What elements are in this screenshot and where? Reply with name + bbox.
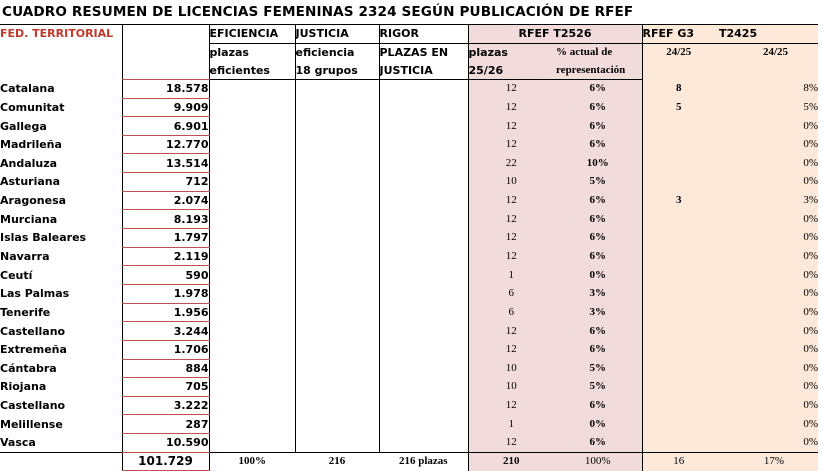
territory-name: Madrileña <box>0 138 62 152</box>
territory-name: Las Palmas <box>0 287 70 301</box>
totals-row <box>0 452 818 471</box>
justicia-cell <box>295 79 379 98</box>
justicia-cell <box>295 415 379 434</box>
table-row <box>0 284 818 303</box>
justicia-cell <box>295 117 379 136</box>
licencias-value: 18.578 <box>122 79 209 98</box>
g3-value <box>642 135 715 154</box>
rigor-cell <box>379 284 468 303</box>
plazas-2526-line1: plazas <box>468 43 554 61</box>
plazas-value: 12 <box>468 247 554 266</box>
eficiencia-cell <box>209 154 295 173</box>
plazas-value: 10 <box>468 378 554 397</box>
totals-label <box>0 452 122 471</box>
pct-value: 6% <box>554 135 642 154</box>
t2425-value: 5% <box>715 98 818 117</box>
total-t2425: 17% <box>715 452 818 471</box>
g3-value <box>642 229 715 248</box>
t2425-value: 0% <box>715 415 818 434</box>
pct-value: 3% <box>554 284 642 303</box>
rfef-g3-header: RFEF G3 <box>642 25 715 43</box>
data-rows <box>0 79 818 452</box>
total-eficiencia: 100% <box>209 452 295 471</box>
territory-name: Extremeña <box>0 343 67 357</box>
justicia-cell <box>295 154 379 173</box>
total-licencias: 101.729 <box>122 452 209 471</box>
rigor-cell <box>379 322 468 341</box>
plazas-2526-line2: 25/26 <box>468 61 554 79</box>
t2425-value: 0% <box>715 247 818 266</box>
table-row <box>0 266 818 285</box>
plazas-value: 12 <box>468 322 554 341</box>
eficiencia-cell <box>209 247 295 266</box>
eficiencia-cell <box>209 415 295 434</box>
t2425-blank <box>715 61 818 79</box>
table-row <box>0 247 818 266</box>
g3-subheader: 24/25 <box>642 43 715 61</box>
pct-value: 6% <box>554 434 642 453</box>
table-row <box>0 229 818 248</box>
t2425-value: 0% <box>715 210 818 229</box>
table-row <box>0 117 818 136</box>
pct-value: 6% <box>554 79 642 98</box>
territory-name: Vasca <box>0 436 36 450</box>
territory-name: Comunitat <box>0 100 65 114</box>
pct-value: 5% <box>554 378 642 397</box>
rigor-cell <box>379 229 468 248</box>
g3-value <box>642 266 715 285</box>
licencias-value: 10.590 <box>122 434 209 453</box>
justicia-cell <box>295 359 379 378</box>
t2425-value: 0% <box>715 396 818 415</box>
licencias-value: 705 <box>122 378 209 397</box>
eficiencia-cell <box>209 191 295 210</box>
licencias-value: 3.222 <box>122 396 209 415</box>
table-row <box>0 191 818 210</box>
licencias-table <box>0 25 818 471</box>
plazas-eficientes-line1: plazas <box>209 43 295 61</box>
total-g3: 16 <box>642 452 715 471</box>
territory-name: Castellano <box>0 399 66 413</box>
eficiencia-header: EFICIENCIA <box>209 25 295 43</box>
justicia-cell <box>295 191 379 210</box>
eficiencia-cell <box>209 117 295 136</box>
licencias-value: 2.074 <box>122 191 209 210</box>
table-row <box>0 98 818 117</box>
t2425-value: 0% <box>715 303 818 322</box>
eficiencia-cell <box>209 98 295 117</box>
t2425-value: 0% <box>715 434 818 453</box>
justicia-cell <box>295 378 379 397</box>
licencias-value: 1.706 <box>122 340 209 359</box>
territory-name: Murciana <box>0 212 58 226</box>
g3-value <box>642 359 715 378</box>
eficiencia-cell <box>209 378 295 397</box>
g3-value: 8 <box>642 79 715 98</box>
plazas-value: 22 <box>468 154 554 173</box>
t2425-value: 0% <box>715 340 818 359</box>
g3-value <box>642 303 715 322</box>
table-row <box>0 154 818 173</box>
g3-value <box>642 340 715 359</box>
eficiencia-cell <box>209 173 295 192</box>
table-row <box>0 303 818 322</box>
t2425-value: 0% <box>715 322 818 341</box>
plazas-value: 12 <box>468 191 554 210</box>
territory-name: Riojana <box>0 380 47 394</box>
pct-actual-line1: % actual de <box>554 43 642 61</box>
pct-value: 3% <box>554 303 642 322</box>
eficiencia-cell <box>209 135 295 154</box>
pct-value: 6% <box>554 247 642 266</box>
eficiencia-18-line1: eficiencia <box>295 43 379 61</box>
table-row <box>0 378 818 397</box>
plazas-value: 12 <box>468 135 554 154</box>
eficiencia-cell <box>209 303 295 322</box>
territory-name: Gallega <box>0 119 47 133</box>
licencias-value: 1.797 <box>122 229 209 248</box>
territory-name: Melillense <box>0 417 63 431</box>
rigor-cell <box>379 247 468 266</box>
territory-name: Aragonesa <box>0 194 67 208</box>
pct-value: 6% <box>554 191 642 210</box>
pct-value: 10% <box>554 154 642 173</box>
t2425-value: 0% <box>715 135 818 154</box>
rigor-cell <box>379 79 468 98</box>
plazas-en-line1: PLAZAS EN <box>379 45 449 59</box>
plazas-value: 12 <box>468 117 554 136</box>
table-row <box>0 210 818 229</box>
licencias-value: 12.770 <box>122 135 209 154</box>
pct-value: 5% <box>554 173 642 192</box>
table-row <box>0 415 818 434</box>
table-row <box>0 322 818 341</box>
table-row <box>0 340 818 359</box>
t2425-value: 0% <box>715 154 818 173</box>
justicia-cell <box>295 340 379 359</box>
pct-value: 6% <box>554 396 642 415</box>
pct-actual-line2: representación <box>554 61 642 79</box>
t2425-value: 0% <box>715 266 818 285</box>
table-row <box>0 359 818 378</box>
table-row <box>0 434 818 453</box>
pct-value: 6% <box>554 340 642 359</box>
g3-value <box>642 284 715 303</box>
justicia-cell <box>295 98 379 117</box>
rigor-header: RIGOR <box>379 25 468 43</box>
t2425-value: 0% <box>715 173 818 192</box>
justicia-cell <box>295 135 379 154</box>
table-row <box>0 79 818 98</box>
t2425-value: 0% <box>715 284 818 303</box>
eficiencia-cell <box>209 434 295 453</box>
eficiencia-cell <box>209 340 295 359</box>
licencias-value: 1.956 <box>122 303 209 322</box>
rigor-cell <box>379 154 468 173</box>
plazas-value: 10 <box>468 359 554 378</box>
justicia-cell <box>295 210 379 229</box>
plazas-value: 6 <box>468 284 554 303</box>
eficiencia-cell <box>209 229 295 248</box>
g3-value <box>642 247 715 266</box>
territory-name: Cántabra <box>0 361 57 375</box>
plazas-value: 6 <box>468 303 554 322</box>
rigor-cell <box>379 415 468 434</box>
rigor-cell <box>379 117 468 136</box>
g3-value <box>642 173 715 192</box>
rigor-cell <box>379 434 468 453</box>
justicia-cell <box>295 303 379 322</box>
header-row-1 <box>0 25 818 43</box>
justicia-cell <box>295 396 379 415</box>
eficiencia-cell <box>209 396 295 415</box>
g3-value <box>642 117 715 136</box>
territory-name: Andaluza <box>0 156 58 170</box>
licencias-value: 2.119 <box>122 247 209 266</box>
pct-value: 5% <box>554 359 642 378</box>
licencias-value: 3.244 <box>122 322 209 341</box>
licencias-value: 884 <box>122 359 209 378</box>
licencias-value: 1.978 <box>122 284 209 303</box>
sheet-title: CUADRO RESUMEN DE LICENCIAS FEMENINAS 2324 SEGÚN PUBLICACIÓN DE RFEF <box>2 4 634 20</box>
table-row <box>0 173 818 192</box>
territory-name: Asturiana <box>0 175 61 189</box>
plazas-value: 12 <box>468 210 554 229</box>
rigor-cell <box>379 98 468 117</box>
pct-value: 0% <box>554 415 642 434</box>
justicia-cell <box>295 173 379 192</box>
plazas-value: 1 <box>468 266 554 285</box>
t2425-value: 0% <box>715 378 818 397</box>
justicia-cell <box>295 284 379 303</box>
plazas-value: 12 <box>468 98 554 117</box>
justicia-cell <box>295 229 379 248</box>
rigor-cell <box>379 303 468 322</box>
eficiencia-cell <box>209 210 295 229</box>
justicia-header: JUSTICIA <box>295 25 379 43</box>
territory-name: Catalana <box>0 82 55 96</box>
eficiencia-cell <box>209 322 295 341</box>
eficiencia-18-line2: 18 grupos <box>295 61 379 79</box>
total-plazas: 210 <box>468 452 554 471</box>
territory-name: Castellano <box>0 324 66 338</box>
eficiencia-cell <box>209 284 295 303</box>
pct-value: 6% <box>554 117 642 136</box>
justicia-cell <box>295 247 379 266</box>
territory-name: Navarra <box>0 250 50 263</box>
plazas-value: 12 <box>468 79 554 98</box>
table-row <box>0 396 818 415</box>
g3-value: 5 <box>642 98 715 117</box>
g3-value <box>642 415 715 434</box>
plazas-value: 12 <box>468 396 554 415</box>
licencias-value: 8.193 <box>122 210 209 229</box>
g3-value <box>642 322 715 341</box>
plazas-value: 12 <box>468 434 554 453</box>
pct-value: 0% <box>554 266 642 285</box>
justicia-cell <box>295 322 379 341</box>
plazas-value: 1 <box>468 415 554 434</box>
pct-value: 6% <box>554 210 642 229</box>
pct-value: 6% <box>554 98 642 117</box>
t2425-value: 0% <box>715 117 818 136</box>
pct-value: 6% <box>554 322 642 341</box>
licencias-value: 712 <box>122 173 209 192</box>
g3-blank <box>642 61 715 79</box>
g3-value <box>642 154 715 173</box>
licencias-value: 13.514 <box>122 154 209 173</box>
territory-name: Tenerife <box>0 305 51 319</box>
g3-value <box>642 378 715 397</box>
rigor-cell <box>379 396 468 415</box>
t2425-value: 8% <box>715 79 818 98</box>
g3-value <box>642 396 715 415</box>
licencias-value: 9.909 <box>122 98 209 117</box>
plazas-value: 12 <box>468 340 554 359</box>
licencias-value: 590 <box>122 266 209 285</box>
pct-value: 6% <box>554 229 642 248</box>
rigor-cell <box>379 210 468 229</box>
licencias-value: 6.901 <box>122 117 209 136</box>
rigor-cell <box>379 135 468 154</box>
t2425-header: T2425 <box>715 25 818 43</box>
t2425-value: 0% <box>715 229 818 248</box>
t2425-value: 0% <box>715 359 818 378</box>
eficiencia-cell <box>209 266 295 285</box>
rigor-cell <box>379 173 468 192</box>
rigor-cell <box>379 340 468 359</box>
territory-name: Ceutí <box>0 268 33 282</box>
t2425-subheader: 24/25 <box>715 43 818 61</box>
licencias-header <box>122 25 209 79</box>
total-pct: 100% <box>554 452 642 471</box>
g3-value: 3 <box>642 191 715 210</box>
eficiencia-cell <box>209 79 295 98</box>
rigor-cell <box>379 266 468 285</box>
territory-name: Islas Baleares <box>0 231 87 245</box>
plazas-value: 10 <box>468 173 554 192</box>
justicia-cell <box>295 266 379 285</box>
table-row <box>0 135 818 154</box>
plazas-en-line2: JUSTICIA <box>379 61 468 79</box>
g3-value <box>642 210 715 229</box>
plazas-eficientes-line2: eficientes <box>209 61 295 79</box>
rigor-cell <box>379 378 468 397</box>
total-justicia: 216 <box>295 452 379 471</box>
justicia-cell <box>295 434 379 453</box>
total-rigor: 216 plazas <box>379 452 468 471</box>
licencias-value: 287 <box>122 415 209 434</box>
t2425-value: 3% <box>715 191 818 210</box>
rfef-t2526-header: RFEF T2526 <box>468 25 642 43</box>
eficiencia-cell <box>209 359 295 378</box>
rigor-cell <box>379 191 468 210</box>
rigor-cell <box>379 359 468 378</box>
plazas-value: 12 <box>468 229 554 248</box>
g3-value <box>642 434 715 453</box>
fed-territorial-header: FED. TERRITORIAL <box>0 27 114 40</box>
